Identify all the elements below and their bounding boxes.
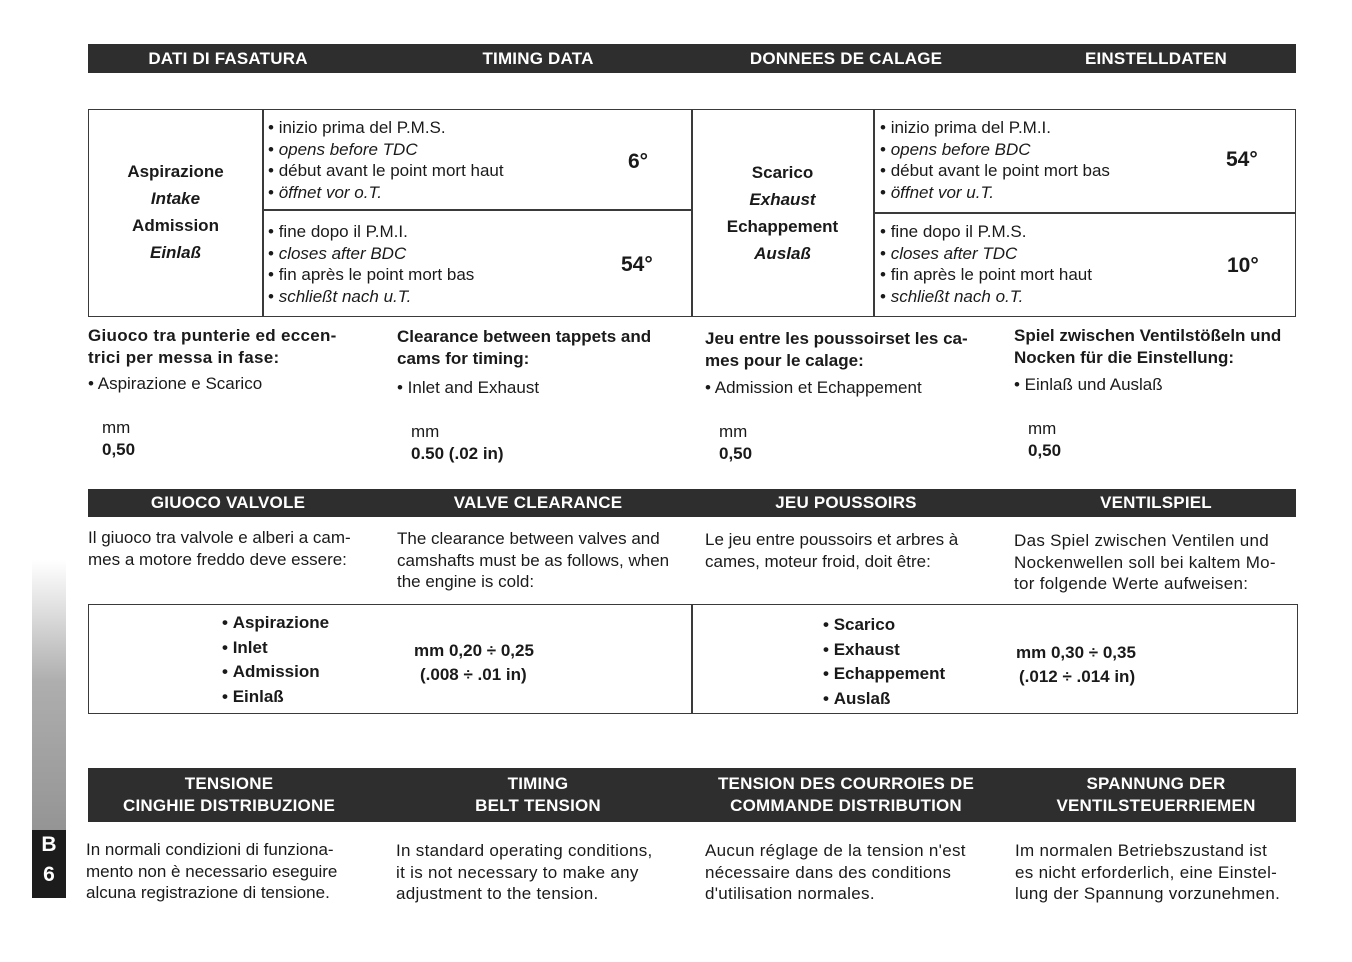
exhaust-open-de: • öffnet vor u.T.: [880, 182, 1110, 204]
exhaust-close-en: • closes after TDC: [880, 243, 1092, 265]
valve-intake-en: • Inlet: [222, 636, 329, 661]
exhaust-close-fr: • fin après le point mort haut: [880, 264, 1092, 286]
header-de: SPANNUNG DER VENTILSTEUERRIEMEN: [1056, 774, 1256, 815]
valve-intake-inch: (.008 ÷ .01 in): [420, 665, 527, 684]
exhaust-open-en: • opens before BDC: [880, 139, 1110, 161]
tappet-unit-de: mm: [1028, 419, 1057, 438]
valve-intro-de: Das Spiel zwischen Ventilen und Nockenwellen soll bei kaltem Mo- tor folgende Werte aufweisen:: [1014, 531, 1276, 593]
belt-tension-header-bar: [88, 768, 1296, 822]
valve-clearance-header-bar: [88, 489, 1296, 517]
intake-close-it: • fine dopo il P.M.I.: [268, 221, 474, 243]
valve-exhaust-mm: mm 0,30 ÷ 0,35: [1016, 643, 1136, 662]
intake-close-list: [268, 221, 474, 307]
header-fr: TENSION DES COURROIES DE COMMANDE DISTRIBUTION: [717, 774, 975, 815]
valve-exhaust-labels: [823, 613, 945, 711]
intake-close-en: • closes after BDC: [268, 243, 474, 265]
tappet-title-de: Spiel zwischen Ventilstößeln und Nocken für die Einstellung:: [1014, 326, 1282, 367]
section-tab-page: 6: [43, 863, 55, 886]
intake-open-it: • inizio prima del P.M.S.: [268, 117, 504, 139]
exhaust-label-fr: Echappement: [726, 217, 839, 236]
valve-intro-it: Il giuoco tra valvole e alberi a cam- mes a motore freddo deve essere:: [88, 528, 351, 569]
exhaust-label-it: Scarico: [751, 163, 814, 182]
belt-text-en: In standard operating conditions, it is not necessary to make any adjustment to the tension.: [396, 841, 653, 903]
tappet-title-fr: Jeu entre les poussoirset les ca- mes pour le calage:: [705, 329, 968, 370]
intake-labels: [89, 158, 262, 266]
header-it: DATI DI FASATURA: [148, 48, 308, 68]
intake-close-angle: 54°: [621, 253, 653, 276]
exhaust-close-angle: 10°: [1227, 254, 1259, 277]
table-divider: [262, 109, 264, 316]
header-it: GIUOCO VALVOLE: [150, 493, 306, 512]
table-divider: [873, 212, 1295, 214]
header-en: VALVE CLEARANCE: [453, 493, 623, 512]
header-en: TIMING BELT TENSION: [475, 774, 601, 815]
intake-open-list: [268, 117, 504, 203]
exhaust-open-list: [880, 117, 1110, 203]
intake-label-fr: Admission: [132, 216, 219, 235]
header-fr: DONNEES DE CALAGE: [749, 48, 943, 68]
tappet-unit-fr: mm: [719, 422, 748, 441]
tappet-item-it: • Aspirazione e Scarico: [88, 374, 263, 393]
exhaust-open-it: • inizio prima del P.M.I.: [880, 117, 1110, 139]
belt-text-de: Im normalen Betriebszustand ist es nicht erforderlich, eine Einstel- lung der Spannung vorzunehmen.: [1015, 841, 1281, 903]
tappet-value-fr: 0,50: [719, 444, 753, 463]
timing-data-header-bar: [88, 44, 1296, 73]
tappet-value-de: 0,50: [1028, 441, 1062, 460]
valve-intake-de: • Einlaß: [222, 685, 329, 710]
tappet-item-en: • Inlet and Exhaust: [397, 378, 540, 397]
valve-intro-en: The clearance between valves and camshafts must be as follows, when the engine is cold:: [397, 529, 670, 591]
exhaust-label-de: Auslaß: [754, 244, 811, 263]
valve-exhaust-de: • Auslaß: [823, 687, 945, 712]
table-divider: [691, 604, 693, 713]
valve-exhaust-fr: • Echappement: [823, 662, 945, 687]
tappet-unit-it: mm: [102, 418, 131, 437]
intake-label-it: Aspirazione: [127, 162, 224, 181]
side-edge-strip: [32, 560, 66, 830]
tappet-title-en: Clearance between tappets and cams for timing:: [397, 327, 652, 368]
intake-open-en: • opens before TDC: [268, 139, 504, 161]
tappet-value-en: 0.50 (.02 in): [411, 444, 504, 463]
header-fr: JEU POUSSOIRS: [775, 493, 917, 512]
intake-close-fr: • fin après le point mort bas: [268, 264, 474, 286]
exhaust-close-list: [880, 221, 1092, 307]
section-tab-letter: B: [41, 833, 57, 856]
intake-open-fr: • début avant le point mort haut: [268, 160, 504, 182]
header-en: TIMING DATA: [482, 48, 594, 68]
intake-label-en: Intake: [150, 189, 201, 208]
belt-text-it: In normali condizioni di funziona- mento non è necessario eseguire alcuna registrazione di tensione.: [86, 840, 338, 902]
valve-intake-labels: [222, 611, 329, 709]
tappet-item-fr: • Admission et Echappement: [705, 378, 922, 397]
tappet-value-fr-row: [719, 399, 752, 465]
valve-intro-fr: Le jeu entre poussoirs et arbres à cames, moteur froid, doit être:: [705, 530, 959, 571]
section-tab: [32, 830, 66, 898]
valve-intake-it: • Aspirazione: [222, 611, 329, 636]
valve-intake-fr: • Admission: [222, 660, 329, 685]
header-de: EINSTELLDATEN: [1084, 48, 1228, 68]
tappet-title-it: Giuoco tra punterie ed eccen- trici per messa in fase:: [88, 326, 337, 367]
tappet-value-it-row: [102, 395, 135, 461]
tappet-value-en-row: [411, 399, 504, 465]
exhaust-label-en: Exhaust: [749, 190, 816, 209]
intake-label-de: Einlaß: [149, 243, 201, 262]
belt-text-fr: Aucun réglage de la tension n'est nécessaire dans des conditions d'utilisation normales.: [705, 841, 966, 903]
intake-close-de: • schließt nach u.T.: [268, 286, 474, 308]
valve-intake-mm: mm 0,20 ÷ 0,25: [414, 641, 534, 660]
header-de: VENTILSPIEL: [1100, 493, 1212, 512]
tappet-value-de-row: [1028, 396, 1061, 462]
valve-exhaust-it: • Scarico: [823, 613, 945, 638]
exhaust-open-fr: • début avant le point mort bas: [880, 160, 1110, 182]
table-divider: [262, 209, 692, 211]
intake-open-de: • öffnet vor o.T.: [268, 182, 504, 204]
tappet-value-it: 0,50: [102, 440, 136, 459]
header-it: TENSIONE CINGHIE DISTRIBUZIONE: [123, 774, 335, 815]
exhaust-open-angle: 54°: [1226, 148, 1258, 171]
tappet-unit-en: mm: [411, 422, 440, 441]
exhaust-close-it: • fine dopo il P.M.S.: [880, 221, 1092, 243]
exhaust-close-de: • schließt nach o.T.: [880, 286, 1092, 308]
exhaust-labels: [692, 159, 873, 267]
tappet-item-de: • Einlaß und Auslaß: [1014, 375, 1163, 394]
intake-open-angle: 6°: [628, 150, 649, 173]
valve-exhaust-inch: (.012 ÷ .014 in): [1019, 667, 1136, 686]
valve-exhaust-en: • Exhaust: [823, 638, 945, 663]
